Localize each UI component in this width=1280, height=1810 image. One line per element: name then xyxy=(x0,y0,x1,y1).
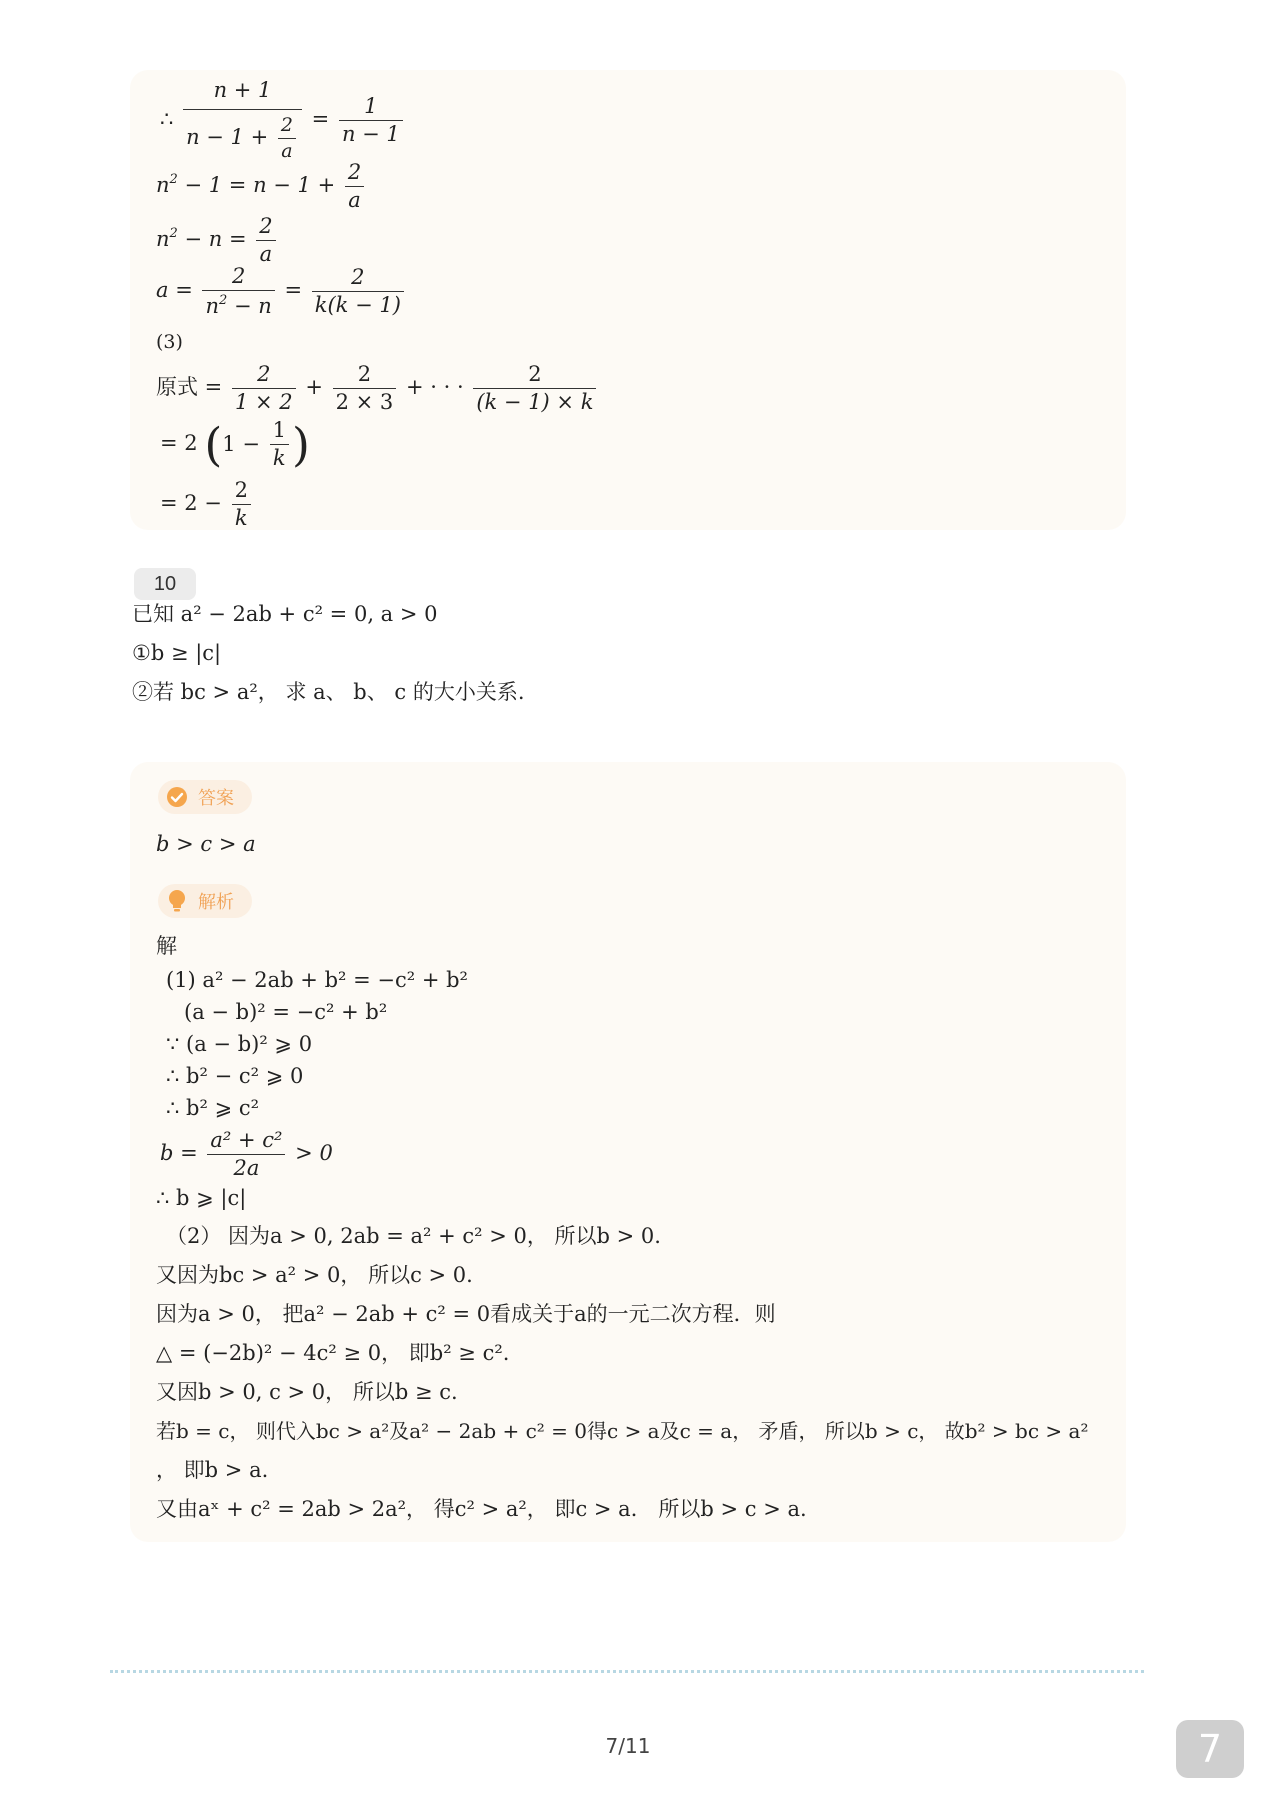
fraction xyxy=(270,420,289,469)
fraction-numerator: 2 xyxy=(256,216,275,241)
fraction-numerator: 1 xyxy=(270,420,289,445)
fraction-numerator: 2 xyxy=(312,267,404,292)
fraction-denominator: 2 × 3 xyxy=(335,390,394,414)
fraction xyxy=(278,116,296,161)
fraction-denominator: 1 × 2 xyxy=(234,390,293,414)
analysis-line-4: ∴ b² − c² ⩾ 0 xyxy=(166,1064,304,1088)
fraction-numerator: 1 xyxy=(339,96,403,121)
page-badge[interactable]: 7 xyxy=(1176,1720,1244,1778)
math-text: > 0 xyxy=(295,1141,333,1165)
fraction xyxy=(207,1130,285,1179)
answer-text: b > c > a xyxy=(156,832,256,856)
fraction-denominator xyxy=(202,291,274,317)
exponent: 2 xyxy=(169,226,178,241)
math-text: 原式 = xyxy=(156,375,223,399)
question-sub-1: ①b ≥ |c| xyxy=(132,641,222,665)
math-line-4 xyxy=(156,266,407,317)
question-stem: 已知 a² − 2ab + c² = 0, a > 0 xyxy=(132,602,438,626)
analysis-line-12: 又因b > 0, c > 0， 所以b ≥ c. xyxy=(156,1380,458,1404)
analysis-line-11: △ = (−2b)² − 4c² ≥ 0， 即b² ≥ c². xyxy=(156,1341,510,1365)
analysis-line-15: 又由aˣ + c² = 2ab > 2a²， 得c² > a²， 即c > a． 所以b > c > a. xyxy=(156,1497,807,1521)
check-badge-icon xyxy=(166,786,188,808)
fraction-denominator: a xyxy=(348,188,361,212)
fraction-denominator: a xyxy=(281,140,293,162)
fraction xyxy=(183,80,302,161)
math-text: n xyxy=(156,173,170,197)
math-line-1 xyxy=(160,80,406,161)
fraction-denominator: a xyxy=(259,242,273,266)
answer-tag-label: 答案 xyxy=(198,788,234,809)
fraction-numerator: a² + c² xyxy=(207,1130,285,1155)
question-number-badge: 10 xyxy=(134,568,196,600)
analysis-line-3: ∵ (a − b)² ⩾ 0 xyxy=(166,1032,313,1056)
fraction-numerator: 2 xyxy=(232,480,251,505)
math-text: a = xyxy=(156,278,193,302)
fraction-numerator: 2 xyxy=(473,364,596,389)
fraction-denominator: k(k − 1) xyxy=(314,293,401,317)
math-text: = 2 − xyxy=(160,491,222,515)
analysis-line-7: ∴ b ⩾ |c| xyxy=(156,1186,247,1210)
paren-close: ) xyxy=(291,417,310,472)
analysis-line-14: ， 即b > a. xyxy=(156,1458,269,1482)
math-text: = 2 xyxy=(160,431,198,455)
math-line-2 xyxy=(156,162,367,211)
math-text: n xyxy=(156,227,170,251)
exponent: 2 xyxy=(219,293,228,308)
exponent: 2 xyxy=(169,172,178,187)
fraction xyxy=(333,364,397,413)
denominator-text: n − 1 + xyxy=(186,125,269,149)
analysis-tag-label: 解析 xyxy=(198,892,234,913)
fraction xyxy=(256,216,275,265)
fraction xyxy=(232,480,251,529)
fraction xyxy=(312,267,404,316)
fraction xyxy=(473,364,596,413)
math-text: n xyxy=(205,294,220,318)
fraction-denominator: k xyxy=(234,506,248,530)
fraction xyxy=(232,364,296,413)
ellipsis: + · · · xyxy=(405,375,464,399)
page-divider xyxy=(110,1670,1144,1673)
analysis-line-8: （2） 因为a > 0, 2ab = a² + c² > 0， 所以b > 0. xyxy=(166,1224,661,1248)
analysis-line-13: 若b = c， 则代入bc > a²及a² − 2ab + c² = 0得c > a及c = a， 矛盾， 所以b > c， 故b² > bc > a² xyxy=(156,1419,1089,1443)
fraction-numerator: n + 1 xyxy=(183,80,302,110)
fraction-denominator: (k − 1) × k xyxy=(476,390,594,414)
analysis-tag xyxy=(158,884,252,918)
math-line-6 xyxy=(156,364,599,413)
analysis-line-2: (a − b)² = −c² + b² xyxy=(184,1000,388,1024)
question-sub-2: ②若 bc > a²， 求 a、 b、 c 的大小关系. xyxy=(132,680,525,704)
analysis-line-10: 因为a > 0， 把a² − 2ab + c² = 0看成关于a的一元二次方程．则 xyxy=(156,1302,776,1326)
fraction xyxy=(345,162,364,211)
math-line-8 xyxy=(160,480,254,529)
fraction-denominator: n − 1 xyxy=(341,122,400,146)
fraction-numerator: 2 xyxy=(345,162,364,187)
fraction-numerator: 2 xyxy=(333,364,397,389)
math-text: − n xyxy=(227,294,272,318)
fraction-numerator: 2 xyxy=(278,116,296,139)
analysis-line-1: (1) a² − 2ab + b² = −c² + b² xyxy=(166,968,468,992)
fraction-denominator: 2a xyxy=(233,1156,260,1180)
therefore-symbol: ∴ xyxy=(160,107,174,131)
fraction-numerator: 2 xyxy=(232,364,296,389)
analysis-line-6 xyxy=(160,1130,333,1179)
math-text: − n = xyxy=(177,227,247,251)
paren-open: ( xyxy=(204,417,223,472)
page-number: 7/11 xyxy=(605,1734,651,1758)
analysis-line-9: 又因为bc > a² > 0， 所以c > 0. xyxy=(156,1263,473,1287)
math-line-3 xyxy=(156,216,279,265)
part-3-label: (3) xyxy=(156,331,183,353)
plus-sign: + xyxy=(305,375,323,399)
math-text: − 1 = n − 1 + xyxy=(177,173,336,197)
answer-tag xyxy=(158,780,252,814)
analysis-heading: 解 xyxy=(156,934,177,958)
math-text: 1 − xyxy=(222,432,260,456)
math-line-7 xyxy=(160,417,310,472)
fraction-denominator: k xyxy=(272,446,286,470)
equals-sign: = xyxy=(284,278,303,302)
fraction-denominator xyxy=(183,110,302,161)
fraction xyxy=(202,266,274,317)
lightbulb-icon xyxy=(166,889,188,913)
fraction-numerator: 2 xyxy=(202,266,274,291)
equals-sign: = xyxy=(311,107,330,131)
analysis-line-5: ∴ b² ⩾ c² xyxy=(166,1096,260,1120)
math-text: b = xyxy=(160,1141,198,1165)
fraction xyxy=(339,96,403,145)
